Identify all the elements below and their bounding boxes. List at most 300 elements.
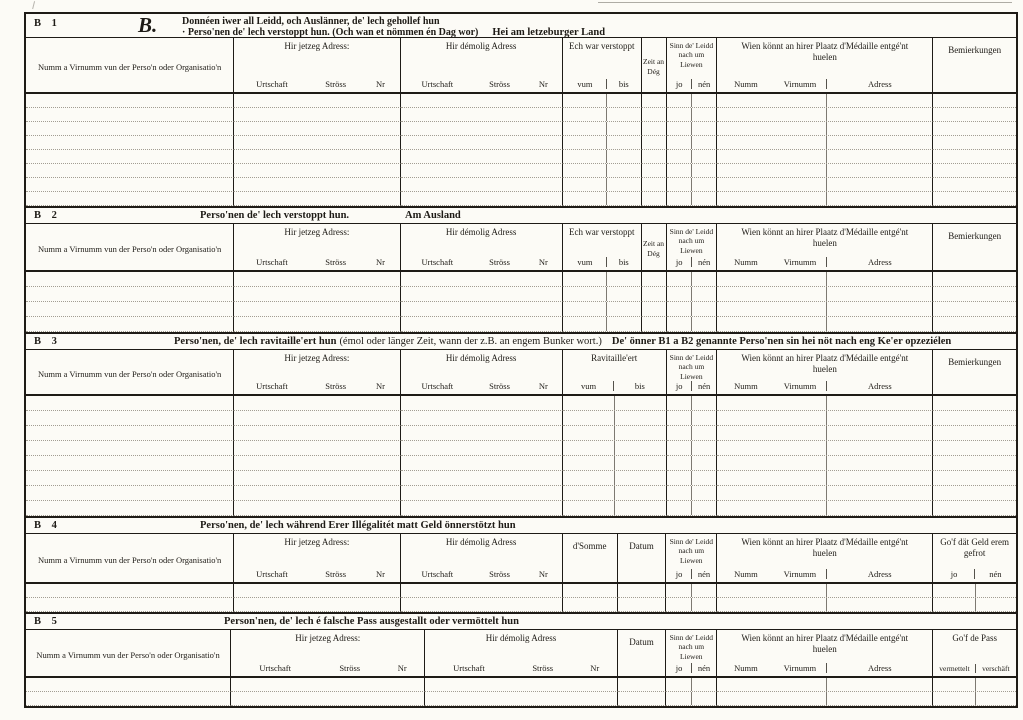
empty-cell — [26, 192, 234, 206]
table-row — [26, 94, 1016, 108]
sub-verschaeft: verschäft — [975, 664, 1016, 673]
empty-cell — [26, 164, 234, 178]
cell-divider — [691, 108, 692, 121]
empty-cell — [667, 411, 718, 426]
sub-urtschaft: Urtschaft — [259, 663, 291, 673]
sub-nr: Nr — [538, 79, 548, 89]
empty-cell — [563, 94, 642, 108]
empty-cell — [563, 456, 667, 471]
cell-divider — [614, 426, 615, 440]
cell-divider — [691, 426, 692, 440]
sub-stroess: Ströss — [325, 79, 347, 89]
empty-cell — [717, 426, 933, 441]
title-main: Perso'nen, de' lech ravitaille'ert hun — [174, 336, 337, 347]
cell-divider — [691, 584, 692, 597]
cell-divider — [691, 150, 692, 163]
sub-numm: Numm — [734, 79, 758, 89]
col-header-bemierkungen: Bemierkungen — [948, 357, 1002, 367]
col-header-wien: Wien könnt an hirer Plaatz d'Médaille entgé'nt huelen Numm Virnumm Adress — [717, 630, 933, 676]
empty-cell — [234, 164, 400, 178]
cell-divider — [606, 136, 607, 149]
scan-artifact-line — [598, 2, 1012, 3]
empty-cell — [234, 287, 400, 302]
cell-divider — [691, 456, 692, 470]
empty-cell — [933, 164, 1016, 178]
empty-cell — [717, 108, 933, 122]
table-row — [26, 164, 1016, 178]
col-header-numm: Numm a Virnumm vun der Perso'n oder Organisatio'n — [26, 534, 234, 582]
cell-divider — [691, 486, 692, 500]
empty-cell — [717, 471, 933, 486]
empty-cell — [717, 598, 933, 612]
empty-cell — [26, 287, 234, 302]
section-b4 — [26, 518, 1016, 614]
cell-divider — [606, 94, 607, 107]
cell-divider — [691, 678, 692, 691]
empty-cell — [563, 317, 642, 332]
empty-cell — [667, 192, 718, 206]
empty-cell — [234, 471, 400, 486]
empty-cell — [234, 501, 400, 516]
empty-cell — [717, 411, 933, 426]
empty-cell — [666, 598, 717, 612]
section-b1 — [26, 14, 1016, 208]
empty-cell — [234, 108, 400, 122]
cell-divider — [826, 584, 827, 597]
sub-jo: jo — [675, 79, 683, 89]
cell-divider — [826, 501, 827, 515]
cell-divider — [975, 692, 976, 705]
empty-cell — [717, 272, 933, 287]
cell-divider — [606, 150, 607, 163]
sub-stroess: Ströss — [532, 663, 554, 673]
empty-cell — [933, 317, 1016, 332]
sub-adress: Adress — [826, 79, 932, 89]
cell-divider — [826, 486, 827, 500]
empty-cell — [425, 678, 617, 692]
empty-cell — [234, 598, 400, 612]
col-header-zeit: Zeit an Dég — [642, 224, 667, 270]
col-header-sinn: Sinn de' Leidd nach um Liewen jo nén — [667, 38, 718, 92]
empty-cell — [563, 150, 642, 164]
sub-nr: Nr — [376, 381, 386, 391]
empty-cell — [26, 692, 231, 706]
empty-cell — [667, 471, 718, 486]
section-b3-title-row — [26, 334, 1016, 350]
empty-cell — [26, 486, 234, 501]
empty-cell — [401, 598, 563, 612]
col-header-demolig-adress: Hir démolig Adress Urtschaft Ströss Nr — [401, 534, 563, 582]
empty-cell — [642, 94, 667, 108]
empty-cell — [401, 164, 563, 178]
table-row — [26, 122, 1016, 136]
sub-virnumm: Virnumm — [783, 663, 817, 673]
form-table-b — [24, 12, 1018, 708]
col-header-demolig-adress: Hir démolig Adress Urtschaft Ströss Nr — [401, 38, 563, 92]
empty-cell — [234, 584, 400, 598]
empty-cell — [26, 136, 234, 150]
cell-divider — [691, 598, 692, 611]
cell-divider — [826, 317, 827, 331]
empty-cell — [26, 178, 234, 192]
section-title-lines — [182, 14, 605, 38]
empty-cell — [933, 501, 1016, 516]
empty-cell — [642, 287, 667, 302]
empty-cell — [666, 584, 717, 598]
sub-numm: Numm — [734, 257, 758, 267]
empty-cell — [234, 94, 400, 108]
table-row — [26, 411, 1016, 426]
sub-stroess: Ströss — [489, 381, 510, 391]
col-header-sinn: Sinn de' Leidd nach um Liewen jo nén — [666, 630, 717, 676]
empty-cell — [401, 456, 563, 471]
cell-divider — [826, 471, 827, 485]
empty-cell — [933, 598, 1016, 612]
empty-cell — [563, 136, 642, 150]
sub-jo: jo — [675, 381, 683, 392]
table-row — [26, 441, 1016, 456]
table-row — [26, 302, 1016, 317]
empty-cell — [234, 441, 400, 456]
section-b4-header — [26, 534, 1016, 584]
empty-cell — [26, 598, 234, 612]
cell-divider — [614, 456, 615, 470]
sub-nr: Nr — [538, 257, 548, 267]
empty-cell — [933, 272, 1016, 287]
empty-cell — [231, 692, 425, 706]
section-b1-body — [26, 94, 1016, 206]
sub-adress: Adress — [826, 381, 932, 391]
empty-cell — [933, 692, 1016, 706]
cell-divider — [826, 456, 827, 470]
empty-cell — [26, 317, 234, 332]
table-row — [26, 678, 1016, 692]
cell-divider — [691, 471, 692, 485]
col-header-datum: Datum — [618, 534, 667, 582]
cell-divider — [614, 396, 615, 410]
empty-cell — [401, 94, 563, 108]
empty-cell — [401, 108, 563, 122]
empty-cell — [933, 456, 1016, 471]
title-right: Hei am letzeburger Land — [492, 27, 606, 38]
empty-cell — [933, 678, 1016, 692]
empty-cell — [563, 192, 642, 206]
cell-divider — [691, 178, 692, 191]
col-header-ravitailleert: Ravitaille'ert vum bis — [563, 350, 667, 394]
cell-divider — [691, 94, 692, 107]
sub-nr: Nr — [397, 663, 407, 673]
empty-cell — [401, 441, 563, 456]
section-b4-title-row — [26, 518, 1016, 534]
empty-cell — [234, 396, 400, 411]
cell-divider — [606, 192, 607, 205]
empty-cell — [563, 396, 667, 411]
empty-cell — [563, 426, 667, 441]
sub-urtschaft: Urtschaft — [256, 569, 288, 579]
empty-cell — [933, 441, 1016, 456]
col-header-jetzeg-adress: Hir jetzeg Adress: Urtschaft Ströss Nr — [234, 534, 400, 582]
cell-divider — [826, 441, 827, 455]
sub-bis: bis — [606, 79, 641, 89]
section-b1-title-row — [26, 14, 1016, 38]
cell-divider — [826, 598, 827, 611]
empty-cell — [933, 192, 1016, 206]
sub-urtschaft: Urtschaft — [256, 381, 288, 391]
empty-cell — [667, 150, 718, 164]
empty-cell — [234, 150, 400, 164]
col-header-jetzeg-adress: Hir jetzeg Adress: Urtschaft Ströss Nr — [234, 350, 400, 394]
sub-bis: bis — [613, 381, 665, 391]
empty-cell — [26, 396, 234, 411]
empty-cell — [933, 302, 1016, 317]
empty-cell — [717, 287, 933, 302]
empty-cell — [26, 678, 231, 692]
table-row — [26, 501, 1016, 516]
empty-cell — [401, 178, 563, 192]
empty-cell — [401, 411, 563, 426]
cell-divider — [606, 317, 607, 331]
empty-cell — [26, 471, 234, 486]
empty-cell — [933, 584, 1016, 598]
col-header-somme: d'Somme — [563, 534, 618, 582]
cell-divider — [975, 584, 976, 597]
section-id: B 4 — [34, 520, 61, 531]
sub-adress: Adress — [826, 257, 932, 267]
sub-vum: vum — [580, 381, 597, 391]
empty-cell — [667, 501, 718, 516]
empty-cell — [667, 136, 718, 150]
empty-cell — [234, 411, 400, 426]
sub-nr: Nr — [590, 663, 600, 673]
sub-vum: vum — [577, 257, 593, 267]
empty-cell — [933, 94, 1016, 108]
title-main: Perso'nen, de' lech während Erer Illégalitét matt Geld önnerstötzt hun — [200, 520, 516, 531]
sub-nen: nén — [691, 663, 716, 673]
empty-cell — [642, 192, 667, 206]
col-header-wien: Wien könnt an hirer Plaatz d'Médaille entgé'nt huelen Numm Virnumm Adress — [717, 224, 933, 270]
empty-cell — [26, 122, 234, 136]
cell-divider — [691, 396, 692, 410]
col-header-bemierkungen: Bemierkungen — [948, 231, 1002, 241]
scan-artifact-mark — [32, 1, 42, 11]
table-row — [26, 192, 1016, 206]
empty-cell — [401, 396, 563, 411]
cell-divider — [614, 486, 615, 500]
big-letter-b: B. — [138, 13, 158, 37]
sub-virnumm: Virnumm — [783, 569, 817, 579]
sub-stroess: Ströss — [325, 381, 347, 391]
col-header-wien: Wien könnt an hirer Plaatz d'Médaille entgé'nt huelen Numm Virnumm Adress — [717, 350, 933, 394]
empty-cell — [563, 441, 667, 456]
title-main: Person'nen, de' lech é falsche Pass ausgestallt oder vermöttelt hun — [224, 616, 519, 627]
section-b3-body — [26, 396, 1016, 516]
empty-cell — [401, 317, 563, 332]
empty-cell — [563, 287, 642, 302]
empty-cell — [717, 456, 933, 471]
empty-cell — [933, 108, 1016, 122]
table-row — [26, 598, 1016, 612]
empty-cell — [563, 411, 667, 426]
empty-cell — [401, 302, 563, 317]
sub-adress: Adress — [826, 663, 932, 673]
empty-cell — [717, 317, 933, 332]
empty-cell — [26, 272, 234, 287]
section-b2-title-row — [26, 208, 1016, 224]
empty-cell — [667, 396, 718, 411]
col-header-zeit: Zeit an Dég — [642, 38, 667, 92]
cell-divider — [614, 471, 615, 485]
cell-divider — [826, 108, 827, 121]
sub-bis: bis — [606, 257, 641, 267]
cell-divider — [826, 692, 827, 705]
empty-cell — [401, 272, 563, 287]
empty-cell — [667, 426, 718, 441]
cell-divider — [826, 164, 827, 177]
section-b2-header — [26, 224, 1016, 272]
title-line-1: Donnéen iwer all Leidd, och Auslänner, de' lech gehollef hun — [182, 16, 440, 27]
empty-cell — [234, 136, 400, 150]
empty-cell — [563, 584, 618, 598]
empty-cell — [26, 441, 234, 456]
sub-jo: jo — [675, 569, 683, 579]
sub-stroess: Ströss — [489, 257, 510, 267]
empty-cell — [933, 411, 1016, 426]
section-b5-title-row — [26, 614, 1016, 630]
col-header-datum: Datum — [618, 630, 667, 676]
empty-cell — [642, 178, 667, 192]
cell-divider — [691, 411, 692, 425]
table-row — [26, 471, 1016, 486]
empty-cell — [401, 122, 563, 136]
col-header-verstoppt: Ech war verstoppt vum bis — [563, 38, 642, 92]
empty-cell — [401, 426, 563, 441]
table-row — [26, 108, 1016, 122]
col-header-jetzeg-adress: Hir jetzeg Adress: Urtschaft Ströss Nr — [234, 38, 400, 92]
empty-cell — [26, 501, 234, 516]
empty-cell — [401, 150, 563, 164]
empty-cell — [401, 287, 563, 302]
cell-divider — [606, 122, 607, 135]
cell-divider — [826, 287, 827, 301]
cell-divider — [975, 598, 976, 611]
col-header-jetzeg-adress: Hir jetzeg Adress: Urtschaft Ströss Nr — [231, 630, 425, 676]
section-id: B 5 — [34, 616, 61, 627]
empty-cell — [667, 164, 718, 178]
col-header-numm: Numm a Virnumm vun der Perso'n oder Organisatio'n — [26, 224, 234, 270]
empty-cell — [717, 164, 933, 178]
sub-nen: nén — [691, 381, 716, 391]
empty-cell — [717, 396, 933, 411]
cell-divider — [826, 178, 827, 191]
col-header-bemierkungen: Bemierkungen — [948, 45, 1002, 55]
sub-urtschaft: Urtschaft — [421, 381, 454, 391]
empty-cell — [401, 486, 563, 501]
cell-divider — [826, 192, 827, 205]
empty-cell — [401, 471, 563, 486]
empty-cell — [717, 584, 933, 598]
sub-nr: Nr — [538, 569, 548, 579]
cell-divider — [691, 192, 692, 205]
cell-divider — [606, 287, 607, 301]
cell-divider — [691, 441, 692, 455]
empty-cell — [667, 94, 718, 108]
cell-divider — [826, 426, 827, 440]
section-b5 — [26, 614, 1016, 706]
empty-cell — [26, 411, 234, 426]
empty-cell — [933, 150, 1016, 164]
empty-cell — [563, 302, 642, 317]
col-header-sinn: Sinn de' Leidd nach um Liewen jo nén — [667, 224, 718, 270]
col-header-demolig-adress: Hir démolig Adress Urtschaft Ströss Nr — [425, 630, 617, 676]
empty-cell — [717, 122, 933, 136]
empty-cell — [667, 317, 718, 332]
table-row — [26, 317, 1016, 332]
table-row — [26, 396, 1016, 411]
empty-cell — [231, 678, 425, 692]
empty-cell — [234, 302, 400, 317]
empty-cell — [26, 108, 234, 122]
sub-urtschaft: Urtschaft — [256, 79, 288, 89]
sub-urtschaft: Urtschaft — [421, 257, 454, 267]
table-row — [26, 287, 1016, 302]
cell-divider — [691, 317, 692, 331]
cell-divider — [691, 164, 692, 177]
sub-urtschaft: Urtschaft — [421, 79, 454, 89]
section-id: B 2 — [34, 210, 61, 221]
empty-cell — [717, 192, 933, 206]
sub-stroess: Ströss — [489, 79, 510, 89]
empty-cell — [234, 317, 400, 332]
empty-cell — [667, 441, 718, 456]
table-row — [26, 584, 1016, 598]
empty-cell — [401, 136, 563, 150]
cell-divider — [691, 136, 692, 149]
sub-jo: jo — [950, 569, 958, 579]
empty-cell — [642, 272, 667, 287]
empty-cell — [667, 272, 718, 287]
sub-numm: Numm — [734, 569, 758, 579]
col-header-numm: Numm a Virnumm vun der Perso'n oder Organisatio'n — [26, 630, 231, 676]
empty-cell — [563, 598, 618, 612]
empty-cell — [717, 692, 933, 706]
col-header-numm: Numm a Virnumm vun der Perso'n oder Organisatio'n — [26, 350, 234, 394]
empty-cell — [717, 150, 933, 164]
section-b2-body — [26, 272, 1016, 332]
empty-cell — [933, 396, 1016, 411]
empty-cell — [234, 178, 400, 192]
empty-cell — [933, 122, 1016, 136]
table-row — [26, 272, 1016, 287]
empty-cell — [563, 122, 642, 136]
sub-nen: nén — [974, 569, 1016, 579]
cell-divider — [691, 302, 692, 316]
empty-cell — [933, 136, 1016, 150]
sub-stroess: Ströss — [489, 569, 510, 579]
cell-divider — [826, 122, 827, 135]
empty-cell — [26, 302, 234, 317]
empty-cell — [563, 486, 667, 501]
cell-divider — [606, 178, 607, 191]
cell-divider — [691, 122, 692, 135]
title-line-2: · Perso'nen de' lech verstoppt hun. (Och wan et nömmen én Dag wor) — [182, 27, 479, 38]
table-row — [26, 426, 1016, 441]
col-header-wien: Wien könnt an hirer Plaatz d'Médaille entgé'nt huelen Numm Virnumm Adress — [717, 534, 933, 582]
empty-cell — [26, 94, 234, 108]
col-header-numm: Numm a Virnumm vun der Perso'n oder Organisatio'n — [26, 38, 234, 92]
empty-cell — [933, 426, 1016, 441]
cell-divider — [826, 136, 827, 149]
empty-cell — [618, 692, 667, 706]
